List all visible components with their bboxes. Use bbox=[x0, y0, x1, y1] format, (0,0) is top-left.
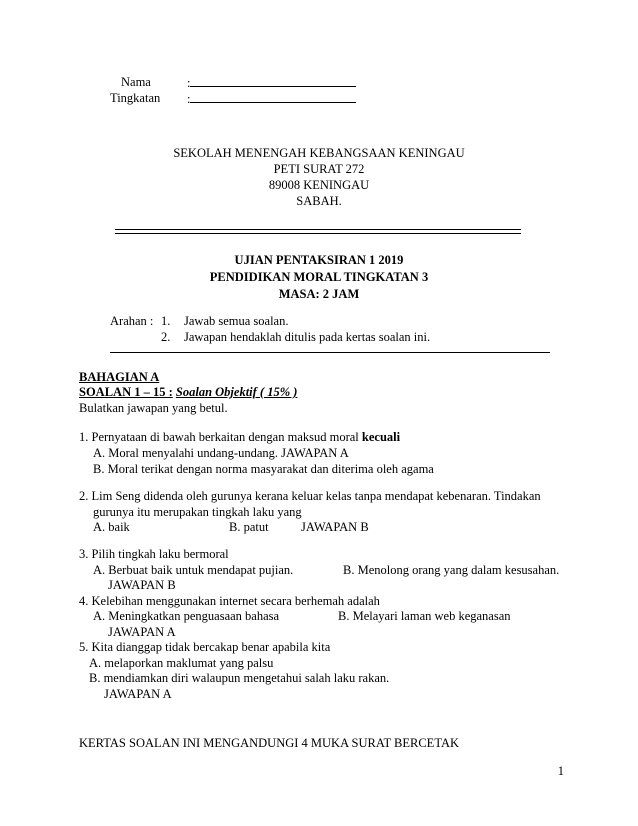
question-5-option-a: A. melaporkan maklumat yang palsu bbox=[89, 656, 274, 670]
section-subtitle-prefix: SOALAN 1 – 15 : bbox=[79, 385, 173, 399]
school-postcode: 89008 KENINGAU bbox=[268, 178, 370, 192]
question-4-option-b: B. Melayari laman web keganasan bbox=[338, 609, 511, 623]
footer-note: KERTAS SOALAN INI MENGANDUNGI 4 MUKA SURAT BERCETAK bbox=[79, 736, 460, 750]
section-subtitle bbox=[79, 386, 297, 399]
instructions-label: Arahan : bbox=[110, 314, 154, 328]
section-instruction: Bulatkan jawapan yang betul. bbox=[79, 401, 228, 415]
name-blank bbox=[190, 76, 356, 87]
question-3-option-b: B. Menolong orang yang dalam kesusahan. bbox=[343, 563, 560, 577]
question-1-text: 1. Pernyataan di bawah berkaitan dengan maksud moral bbox=[79, 430, 359, 444]
instruction-2-num: 2. bbox=[161, 330, 171, 344]
question-3-answer: JAWAPAN B bbox=[108, 578, 176, 592]
class-label: Tingkatan bbox=[110, 91, 161, 105]
exam-subject: PENDIDIKAN MORAL TINGKATAN 3 bbox=[209, 270, 429, 284]
question-2-option-a: A. baik bbox=[93, 520, 130, 534]
instruction-1-text: Jawab semua soalan. bbox=[184, 314, 289, 328]
class-field[interactable] bbox=[187, 92, 356, 106]
question-2-answer: JAWAPAN B bbox=[301, 520, 369, 534]
section-subtitle-type: Soalan Objektif ( 15% ) bbox=[175, 385, 298, 399]
question-5-stem: 5. Kita dianggap tidak bercakap benar apabila kita bbox=[79, 640, 331, 654]
school-state: SABAH. bbox=[296, 194, 342, 208]
question-2-stem: 2. Lim Seng didenda oleh gurunya kerana keluar kelas tanpa mendapat kebenaran. Tindakan bbox=[79, 489, 541, 503]
question-1-option-a: A. Moral menyalahi undang-undang. JAWAPAN A bbox=[93, 446, 349, 460]
page-number: 1 bbox=[557, 764, 564, 778]
name-colon: : bbox=[187, 76, 191, 90]
name-field[interactable] bbox=[187, 76, 356, 90]
instructions-divider bbox=[110, 352, 550, 353]
exam-title: UJIAN PENTAKSIRAN 1 2019 bbox=[234, 253, 404, 267]
school-name: SEKOLAH MENENGAH KEBANGSAAN KENINGAU bbox=[173, 146, 465, 160]
exam-duration: MASA: 2 JAM bbox=[278, 287, 360, 301]
question-4-option-a: A. Meningkatkan penguasaan bahasa bbox=[93, 609, 280, 623]
question-1-option-b: B. Moral terikat dengan norma masyarakat dan diterima oleh agama bbox=[93, 462, 434, 476]
school-pobox: PETI SURAT 272 bbox=[273, 162, 365, 176]
question-3-option-a: A. Berbuat baik untuk mendapat pujian. bbox=[93, 563, 294, 577]
question-3-stem: 3. Pilih tingkah laku bermoral bbox=[79, 547, 229, 561]
class-blank bbox=[190, 92, 356, 103]
question-4-stem: 4. Kelebihan menggunakan internet secara berhemah adalah bbox=[79, 594, 380, 608]
name-label: Nama bbox=[121, 75, 151, 89]
section-title: BAHAGIAN A bbox=[79, 370, 160, 384]
question-5-answer: JAWAPAN A bbox=[104, 687, 172, 701]
double-divider bbox=[115, 229, 521, 234]
class-colon: : bbox=[187, 92, 191, 106]
question-2-stem-line2: gurunya itu merupakan tingkah laku yang bbox=[93, 505, 302, 519]
instruction-2-text: Jawapan hendaklah ditulis pada kertas soalan ini. bbox=[184, 330, 431, 344]
question-1-stem bbox=[79, 431, 400, 444]
question-5-option-b: B. mendiamkan diri walaupun mengetahui salah laku rakan. bbox=[89, 671, 390, 685]
question-1-emphasis: kecuali bbox=[361, 430, 401, 444]
instruction-1-num: 1. bbox=[161, 314, 171, 328]
question-4-answer: JAWAPAN A bbox=[108, 625, 176, 639]
question-2-option-b: B. patut bbox=[229, 520, 269, 534]
